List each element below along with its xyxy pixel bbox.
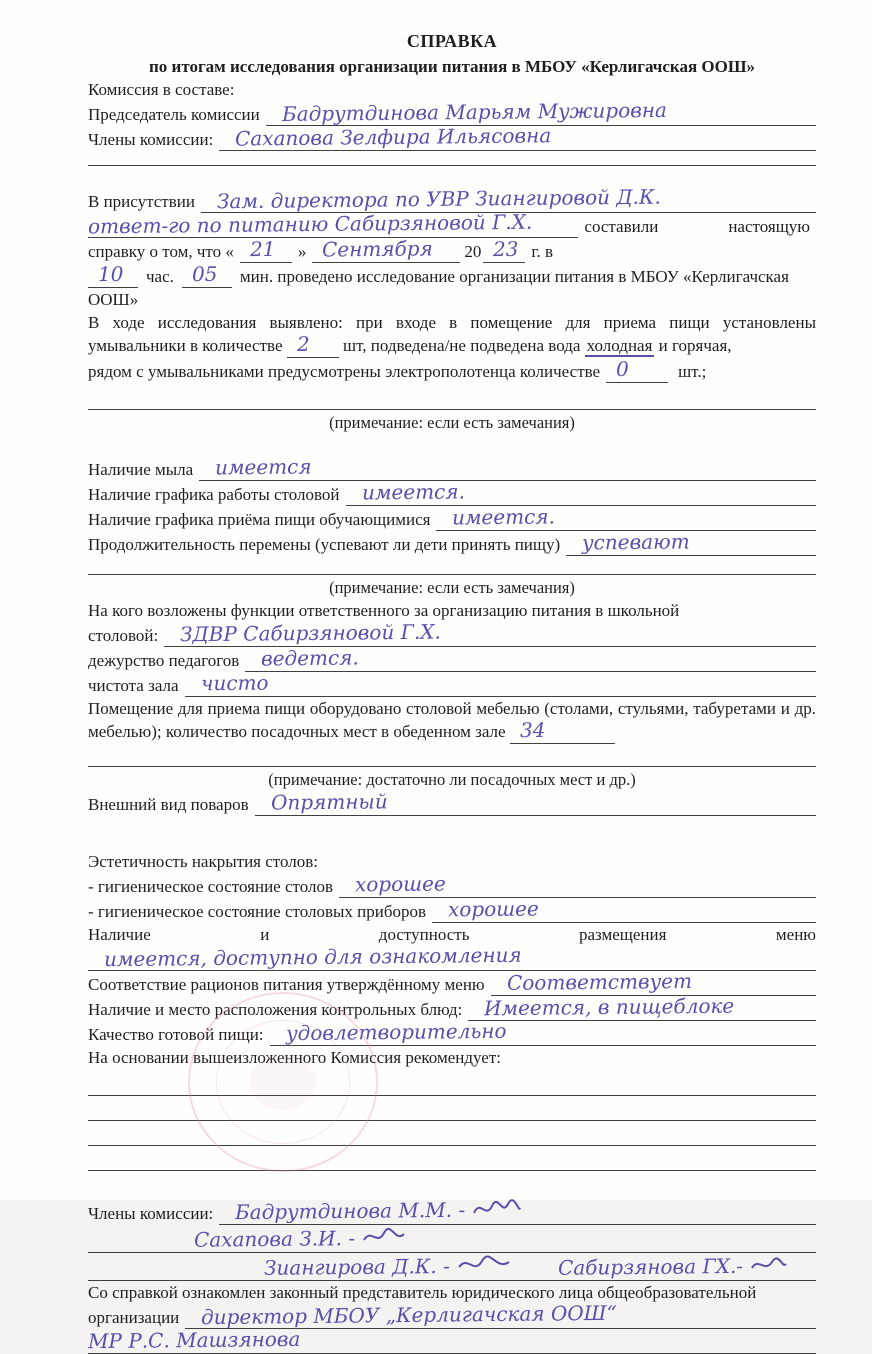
- field-responsible: [88, 619, 816, 647]
- quality-line: [270, 1018, 816, 1046]
- presence-line-2: [87, 209, 578, 239]
- empty-ruled-line: [88, 165, 816, 166]
- commission-intro: Комиссия в составе:: [88, 80, 235, 99]
- empty-ruled-line: [88, 1170, 816, 1171]
- field-presence-2: [87, 209, 816, 239]
- presence-after-word-1: составили: [584, 217, 659, 236]
- tables-line: [339, 871, 816, 898]
- cleanliness-handwritten: чисто: [200, 670, 269, 696]
- time-hours-line: [88, 261, 138, 288]
- year-handwritten: 23: [493, 236, 519, 262]
- presence-after-word-2: настоящую: [728, 217, 810, 236]
- schedule-line: [346, 479, 816, 506]
- control-handwritten: Имеется, в пищеблоке: [484, 993, 735, 1021]
- director-signature-handwritten: МР Р.С. Машзянова: [87, 1326, 301, 1354]
- date-month-line: [312, 236, 460, 263]
- cleanliness-label: чистота зала: [88, 676, 179, 695]
- empty-ruled-line: [88, 1095, 816, 1096]
- organization-line: [185, 1300, 816, 1330]
- field-chair: [88, 97, 816, 126]
- empty-ruled-line: [88, 1145, 816, 1146]
- signature-1-handwritten: Бадрутдинова М.М. -: [235, 1197, 466, 1225]
- signature-scribble-icon: [749, 1253, 789, 1277]
- towels-unit: шт.;: [678, 362, 707, 381]
- cooks-label: Внешний вид поваров: [88, 795, 249, 814]
- tables-handwritten: хорошее: [354, 871, 446, 897]
- findings-text-1: В ходе исследования выявлено: при входе в помещение для приема пищи установлены умывальники в количестве: [88, 313, 816, 355]
- findings-text-3: и горячая,: [658, 336, 732, 355]
- note-seats: (примечание: достаточно ли посадочных мест и др.): [268, 770, 636, 789]
- acknowledgement-text: Со справкой ознакомлен законный представитель юридического лица общеобразовательной: [88, 1283, 757, 1302]
- field-schedule: [88, 481, 816, 506]
- members-handwritten-value: Сахапова Зелфира Ильясовна: [235, 123, 552, 151]
- members-signatures-label: Члены комиссии:: [88, 1204, 214, 1223]
- month-handwritten: Сентября: [322, 236, 434, 262]
- field-members-signature-1: [88, 1197, 816, 1225]
- field-director-signature: [87, 1326, 816, 1354]
- time-minutes-line: [182, 261, 232, 288]
- note-remarks-1: (примечание: если есть замечания): [329, 413, 575, 432]
- hours-handwritten: 10: [97, 261, 124, 287]
- empty-ruled-line: [88, 766, 816, 767]
- members-line: [219, 123, 816, 151]
- field-time: [88, 263, 816, 288]
- field-date: [88, 238, 816, 263]
- field-tables-condition: [88, 873, 816, 898]
- field-menu-availability: [88, 942, 816, 972]
- duty-handwritten: ведется.: [261, 645, 360, 671]
- cooks-line: [255, 789, 816, 816]
- cutlery-line: [432, 896, 816, 923]
- break-line: [566, 529, 816, 556]
- empty-ruled-line: [88, 574, 816, 575]
- chair-label: Председатель комиссии: [88, 105, 260, 124]
- cooks-handwritten: Опрятный: [270, 789, 388, 815]
- field-members-signature-2: [88, 1225, 816, 1253]
- doc-title: СПРАВКА: [406, 31, 498, 51]
- year-prefix: 20: [464, 242, 482, 261]
- quality-label: Качество готовой пищи:: [88, 1025, 264, 1044]
- responsible-text-line1: На кого возложены функции ответственного за организацию питания в школьной: [88, 601, 680, 620]
- empty-ruled-line: [88, 409, 816, 410]
- seats-handwritten: 34: [519, 717, 546, 743]
- field-control-dishes: [88, 993, 816, 1021]
- control-line: [468, 993, 816, 1021]
- field-hall-cleanliness: [88, 672, 816, 697]
- field-members-signature-3: [88, 1253, 816, 1281]
- date-pre-text: справку о том, что «: [88, 242, 234, 261]
- signature-scribble-icon: [456, 1253, 512, 1277]
- responsible-line: [164, 619, 816, 647]
- water-word-underlined: холодная: [586, 336, 653, 355]
- tables-label: - гигиеническое состояние столов: [88, 877, 333, 896]
- date-day-line: [240, 236, 292, 263]
- findings-paragraph: [88, 311, 816, 358]
- field-meal-schedule: [88, 506, 816, 531]
- towels-line: [606, 356, 668, 383]
- signature-3-handwritten: Зиангирова Д.К. -: [263, 1253, 450, 1280]
- day-handwritten: 21: [249, 236, 276, 262]
- signature-line-1: [219, 1197, 816, 1225]
- empty-ruled-line: [88, 1120, 816, 1121]
- field-cooks-appearance: [88, 791, 816, 816]
- break-handwritten: успевают: [582, 529, 690, 555]
- cutlery-handwritten: хорошее: [447, 896, 539, 922]
- cleanliness-line: [185, 670, 816, 697]
- menu-handwritten: имеется, доступно для ознакомления: [103, 942, 522, 972]
- hours-label: час.: [146, 267, 174, 286]
- field-members: [88, 123, 816, 151]
- furniture-paragraph: [88, 697, 816, 744]
- duty-line: [245, 645, 816, 672]
- ration-label: Соответствие рационов питания утверждённому меню: [88, 975, 485, 994]
- control-label: Наличие и место расположения контрольных блюд:: [88, 1000, 463, 1019]
- towels-handwritten: 0: [615, 356, 629, 382]
- field-presence: [88, 184, 816, 214]
- signature-3b-handwritten: Сабирзянова ГХ.-: [557, 1253, 743, 1280]
- ration-handwritten: Соответствует: [506, 968, 692, 995]
- soap-handwritten: имеется: [215, 454, 312, 480]
- furniture-text: Помещение для приема пищи оборудовано столовой мебелью (столами, стульями, табуретами и др. мебелью); количество посадочных мест в обеденном зале: [88, 699, 816, 741]
- menu-line: [88, 942, 816, 972]
- date-quote-close: »: [297, 242, 307, 261]
- field-teacher-duty: [88, 647, 816, 672]
- signature-scribble-icon: [361, 1225, 407, 1249]
- seats-line: [510, 717, 615, 744]
- cutlery-label: - гигиеническое состояние столовых приборов: [88, 902, 427, 921]
- washbasins-line: [287, 331, 339, 358]
- date-post-text: г. в: [531, 242, 553, 261]
- minutes-handwritten: 05: [191, 261, 218, 287]
- presence-handwritten-2: ответ-го по питанию Сабирзяновой Г.Х.: [87, 209, 533, 239]
- soap-line: [199, 454, 816, 481]
- schedule-label: Наличие графика работы столовой: [88, 485, 340, 504]
- organization-handwritten: директор МБОУ „Керлигачская ООШ“: [201, 1300, 618, 1330]
- presence-label: В присутствии: [88, 192, 195, 211]
- quality-handwritten: удовлетворительно: [285, 1018, 507, 1046]
- duty-label: дежурство педагогов: [88, 651, 240, 670]
- responsible-label: столовой:: [88, 626, 159, 645]
- responsible-handwritten: ЗДВР Сабирзяновой Г.Х.: [180, 619, 442, 647]
- signature-scribble-icon: [471, 1197, 523, 1221]
- members-label: Члены комиссии:: [88, 130, 214, 149]
- esthetics-heading: Эстетичность накрытия столов:: [88, 852, 318, 871]
- field-ration-compliance: [88, 968, 816, 996]
- schedule-handwritten: имеется.: [361, 479, 465, 505]
- field-break-duration: [88, 531, 816, 556]
- field-organization: [88, 1300, 816, 1330]
- doc-subtitle: по итогам исследования организации питания в МБОУ «Керлигачская ООШ»: [148, 57, 756, 76]
- meal-schedule-handwritten: имеется.: [452, 504, 556, 530]
- signature-line-2: [88, 1225, 816, 1253]
- soap-label: Наличие мыла: [88, 460, 194, 479]
- signature-line-3: [88, 1253, 816, 1281]
- ration-line: [491, 968, 816, 996]
- towels-text: рядом с умывальниками предусмотрены электрополотенца количестве: [88, 362, 601, 381]
- director-signature-line: [87, 1326, 816, 1354]
- menu-availability-label: Наличие и доступность размещения меню: [88, 925, 816, 944]
- minutes-label: мин. проведено исследование организации питания в МБОУ «Керлигачская: [239, 267, 789, 286]
- meal-schedule-label: Наличие графика приёма пищи обучающимися: [88, 510, 431, 529]
- presence-handwritten-1: Зам. директора по УВР Зиангировой Д.К.: [216, 184, 661, 214]
- washbasins-handwritten: 2: [296, 331, 310, 357]
- chair-handwritten-value: Бадрутдинова Марьям Мужировна: [281, 97, 667, 126]
- break-label: Продолжительность перемены (успевают ли дети принять пищу): [88, 535, 561, 554]
- field-food-quality: [88, 1018, 816, 1046]
- note-remarks-2: (примечание: если есть замечания): [329, 578, 575, 597]
- meal-schedule-line: [436, 504, 816, 531]
- findings-text-2: шт, подведена/не подведена вода: [343, 336, 581, 355]
- school-tail-text: ООШ»: [88, 290, 139, 309]
- organization-label: организации: [88, 1308, 180, 1327]
- field-soap: [88, 456, 816, 481]
- signature-2-handwritten: Сахапова З.И. -: [193, 1226, 356, 1252]
- date-year-line: [483, 236, 525, 263]
- field-cutlery-condition: [88, 898, 816, 923]
- findings-line-2: [88, 358, 816, 383]
- recommendation-heading: На основании вышеизложенного Комиссия рекомендует:: [88, 1048, 501, 1067]
